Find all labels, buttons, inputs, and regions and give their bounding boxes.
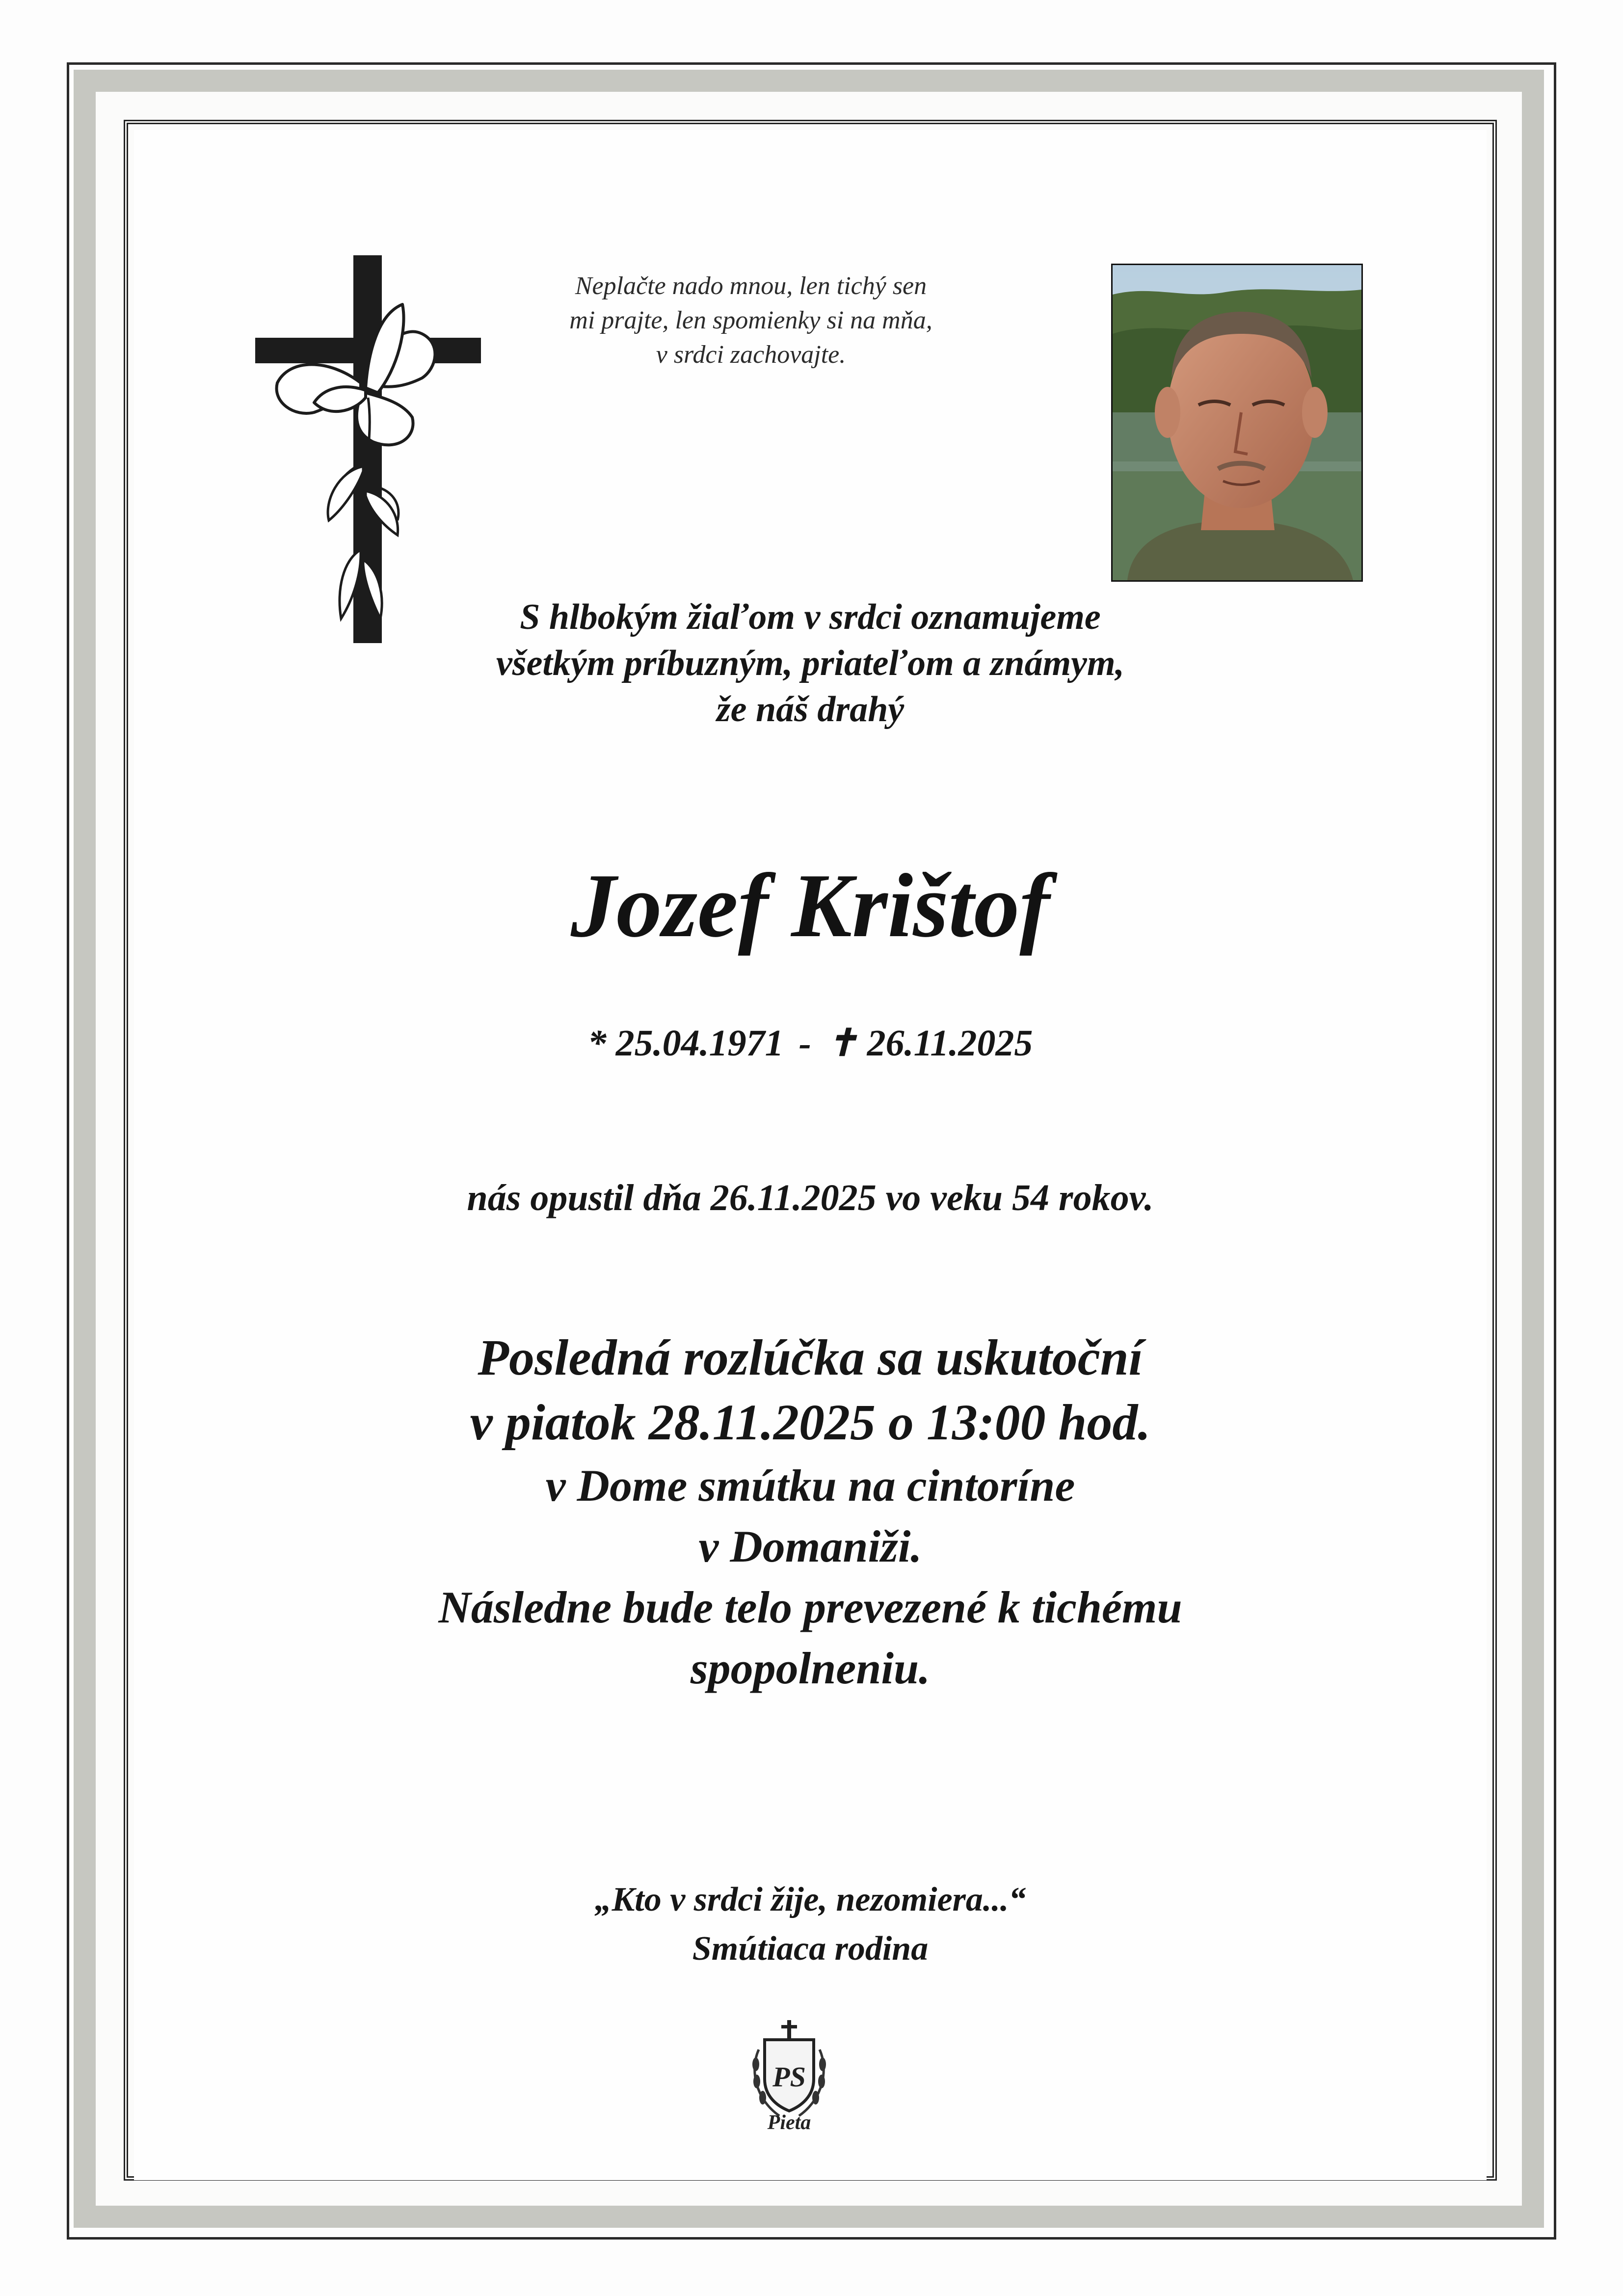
cross-with-lily-icon (255, 255, 481, 643)
funeral-line: v piatok 28.11.2025 o 13:00 hod. (470, 1394, 1151, 1451)
death-cross-icon: ✝ (826, 1023, 858, 1064)
verse-line: Neplačte nado mnou, len tichý sen (575, 272, 927, 300)
verse-block (491, 269, 1011, 372)
birth-date: * 25.04.1971 (587, 1023, 784, 1064)
announcement-block (134, 594, 1487, 732)
funeral-line: v Dome smútku na cintoríne (545, 1460, 1075, 1511)
death-date: 26.11.2025 (867, 1023, 1033, 1064)
funeral-info-block (134, 1325, 1487, 1699)
closing-block (134, 1875, 1487, 1973)
passed-away-line: nás opustil dňa 26.11.2025 vo veku 54 rokov. (467, 1177, 1154, 1218)
funeral-line: spopolneniu. (690, 1643, 931, 1693)
announcement-line: S hlbokým žiaľom v srdci oznamujeme (520, 597, 1101, 637)
date-separator: - (798, 1023, 811, 1064)
life-dates (134, 1019, 1487, 1068)
announcement-line: všetkým príbuzným, priateľom a známym, (496, 643, 1125, 683)
funeral-line: Následne bude telo prevezené k tichému (438, 1582, 1182, 1632)
funeral-line: Posledná rozlúčka sa uskutoční (478, 1329, 1143, 1386)
funeral-line: v Domaniži. (698, 1521, 922, 1571)
family-signature: Smútiaca rodina (692, 1930, 929, 1968)
verse-line: v srdci zachovajte. (656, 341, 846, 369)
logo-label: Pieta (767, 2111, 811, 2134)
logo-monogram: PS (772, 2061, 806, 2093)
announcement-line: že náš drahý (716, 689, 905, 729)
portrait-image (1113, 265, 1361, 580)
deceased-name: Jozef Krištof (570, 855, 1050, 956)
verse-line: mi prajte, len spomienky si na mňa, (569, 306, 932, 334)
portrait-photo (1111, 264, 1363, 582)
closing-quote: „Kto v srdci žije, nezomiera...“ (594, 1881, 1026, 1918)
